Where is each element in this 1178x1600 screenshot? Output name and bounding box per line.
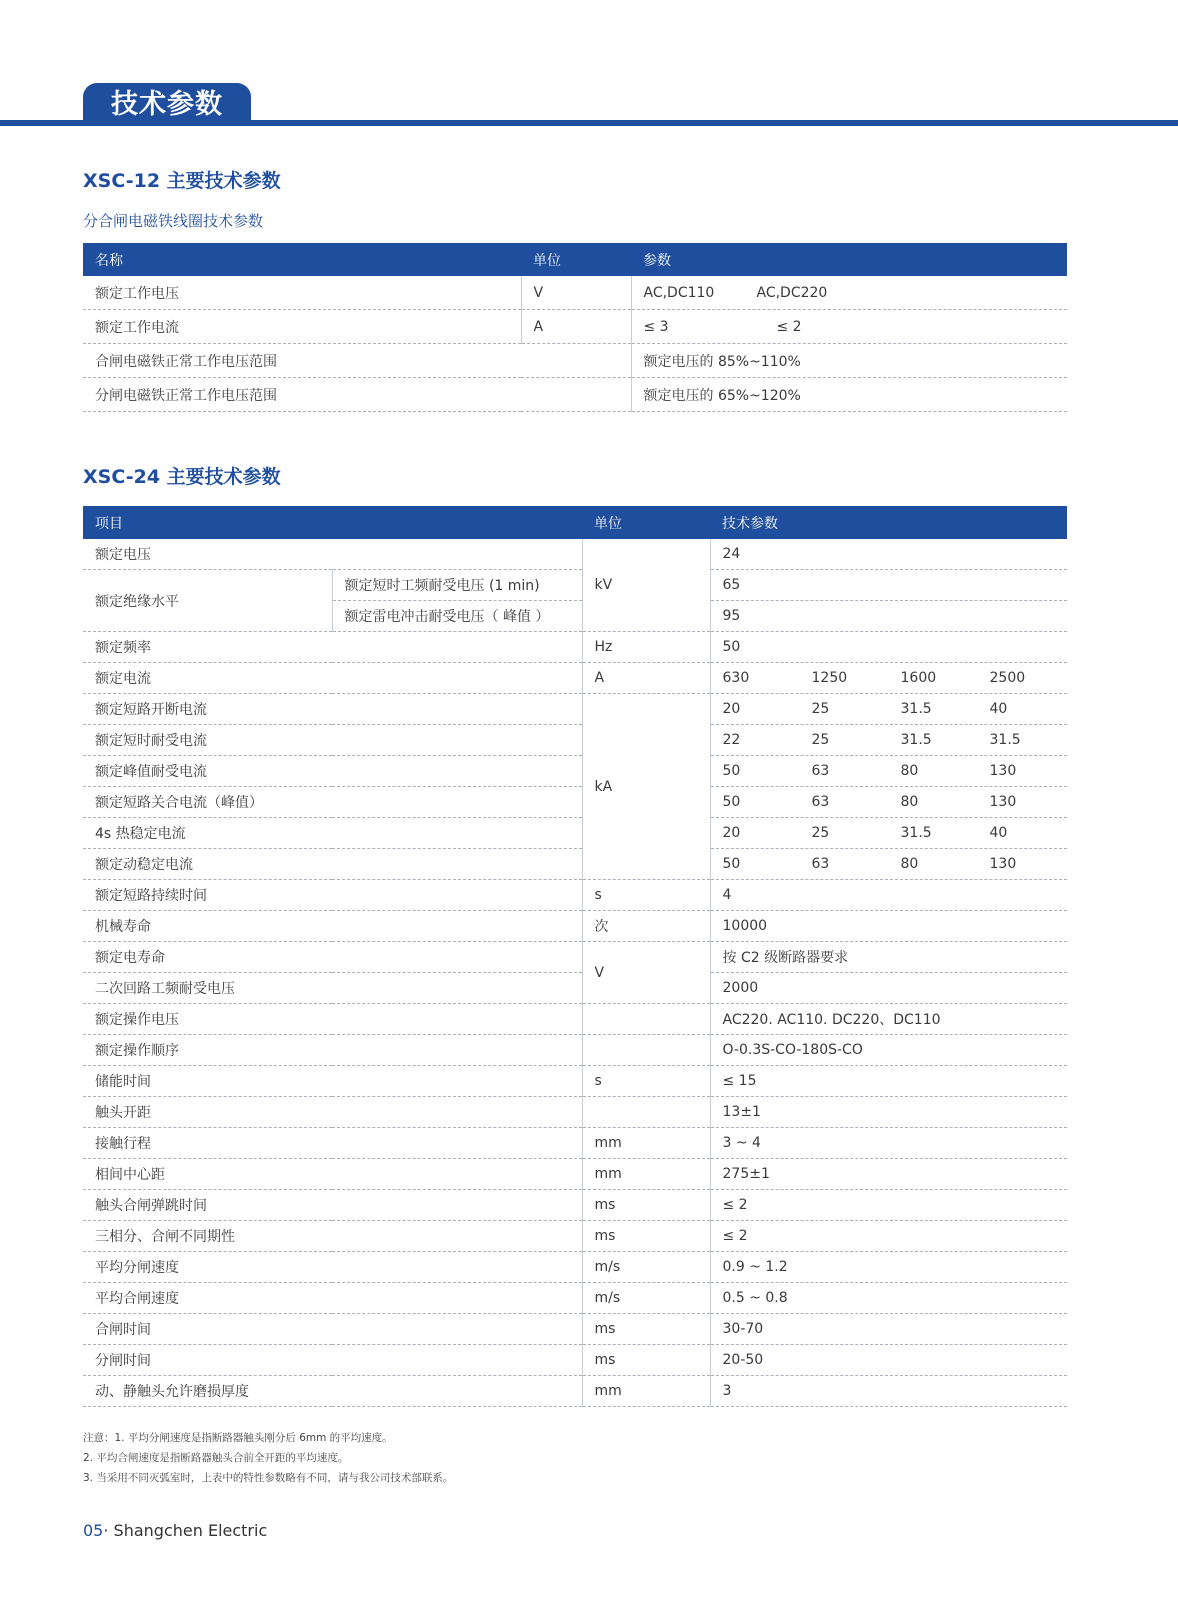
row-name: 三相分、合闸不同期性 [83,1221,582,1252]
row-value: O-0.3S-CO-180S-CO [710,1035,1067,1066]
header-cell: 单位 [521,243,631,276]
company-name: Shangchen Electric [113,1521,268,1540]
xsc24-table [83,506,1067,1407]
table-row [83,849,1067,880]
row-unit: A [521,310,631,344]
row-name: 额定短时耐受电流 [83,725,582,756]
row-name: 合闸时间 [83,1314,582,1345]
xsc24-title: XSC-24 主要技术参数 [83,466,281,488]
row-value: 按 C2 级断路器要求 [710,942,1067,973]
value-cell: 1250 [811,670,848,686]
page-footer [83,1521,267,1540]
value-cell: 80 [900,794,919,810]
row-values [710,787,1067,818]
table-row [83,344,1067,378]
table-row [83,378,1067,412]
value-cell: 31.5 [900,825,932,841]
table-row [83,694,1067,725]
row-name: 额定峰值耐受电流 [83,756,582,787]
row-value: 10000 [710,911,1067,942]
table-row [83,1159,1067,1190]
value-cell: 25 [811,732,830,748]
row-name: 额定电寿命 [83,942,582,973]
row-value: 2000 [710,973,1067,1004]
row-value [631,310,1067,344]
row-value: 0.9 ~ 1.2 [710,1252,1067,1283]
row-unit: ms [582,1190,710,1221]
note-line: 2. 平均合闸速度是指断路器触头合前全开距的平均速度。 [83,1452,349,1464]
row-unit: ms [582,1345,710,1376]
row-name: 额定绝缘水平 [83,570,332,632]
header-cell: 项目 [83,506,582,539]
value-cell: 80 [900,763,919,779]
row-value: 0.5 ~ 0.8 [710,1283,1067,1314]
row-name: 额定操作电压 [83,1004,582,1035]
table-row [83,1376,1067,1407]
row-value: 20-50 [710,1345,1067,1376]
value-cell: 31.5 [900,732,932,748]
row-name: 额定频率 [83,632,582,663]
row-name: 平均分闸速度 [83,1252,582,1283]
row-name: 额定工作电流 [83,310,521,344]
value-cell: 22 [722,732,741,748]
notes [83,1428,453,1488]
value-2: ≤ 2 [776,318,802,335]
row-name: 4s 热稳定电流 [83,818,582,849]
value-cell: 31.5 [900,701,932,717]
row-value: ≤ 2 [710,1221,1067,1252]
table-row [83,1190,1067,1221]
row-value: ≤ 15 [710,1066,1067,1097]
row-name: 触头开距 [83,1097,582,1128]
row-value: 275±1 [710,1159,1067,1190]
row-name: 分闸电磁铁正常工作电压范围 [83,378,631,412]
row-unit: ms [582,1221,710,1252]
row-name: 机械寿命 [83,911,582,942]
row-value: 3 [710,1376,1067,1407]
value-1: ≤ 3 [643,318,669,335]
row-unit: V [521,276,631,310]
row-name: 额定短路开断电流 [83,694,582,725]
row-unit: kV [582,539,710,632]
row-unit: ms [582,1314,710,1345]
row-value: 13±1 [710,1097,1067,1128]
row-values [710,849,1067,880]
value-1: AC,DC110 [643,284,715,301]
value-cell: 130 [989,763,1017,779]
value-cell: 63 [811,794,830,810]
row-name: 额定动稳定电流 [83,849,582,880]
table-row [83,1314,1067,1345]
row-value: 3 ~ 4 [710,1128,1067,1159]
value-cell: 50 [722,794,741,810]
row-value: 24 [710,539,1067,570]
row-unit: mm [582,1159,710,1190]
row-value: 65 [710,570,1067,601]
row-name: 额定短路关合电流（峰值） [83,787,582,818]
row-name: 额定操作顺序 [83,1035,582,1066]
table-row [83,880,1067,911]
table-header-row [83,506,1067,539]
table-row [83,818,1067,849]
row-unit: 次 [582,911,710,942]
header-cell: 名称 [83,243,521,276]
xsc12-subtitle: 分合闸电磁铁线圈技术参数 [83,212,264,230]
page-number: 05 [83,1521,104,1540]
value-cell: 50 [722,856,741,872]
row-unit: m/s [582,1252,710,1283]
value-2: AC,DC220 [756,284,828,301]
table-header-row [83,243,1067,276]
row-name: 额定电流 [83,663,582,694]
row-unit: s [582,880,710,911]
table-row [83,787,1067,818]
header-cell: 技术参数 [710,506,1067,539]
row-unit [582,1004,710,1035]
table-row [83,632,1067,663]
row-unit: m/s [582,1283,710,1314]
value-cell: 31.5 [989,732,1021,748]
header-cell: 参数 [631,243,1067,276]
value-cell: 50 [722,763,741,779]
value-cell: 130 [989,794,1017,810]
row-value: AC220. AC110. DC220、DC110 [710,1004,1067,1035]
note-line: 注意：1. 平均分闸速度是指断路器触头刚分后 6mm 的平均速度。 [83,1432,393,1444]
value-cell: 25 [811,825,830,841]
row-name: 额定工作电压 [83,276,521,310]
xsc12-table [83,243,1067,412]
value-cell: 25 [811,701,830,717]
row-unit: Hz [582,632,710,663]
header-cell: 单位 [582,506,710,539]
table-row [83,1221,1067,1252]
row-name: 接触行程 [83,1128,582,1159]
value-cell: 130 [989,856,1017,872]
row-value: 95 [710,601,1067,632]
note-line: 3. 当采用不同灭弧室时，上表中的特性参数略有不同，请与我公司技术部联系。 [83,1472,454,1484]
row-values [710,725,1067,756]
row-name: 触头合闸弹跳时间 [83,1190,582,1221]
table-row [83,756,1067,787]
value-cell: 63 [811,856,830,872]
table-row [83,725,1067,756]
row-name: 动、静触头允许磨损厚度 [83,1376,582,1407]
row-unit: mm [582,1376,710,1407]
table-row [83,1004,1067,1035]
value-cell: 63 [811,763,830,779]
value-cell: 1600 [900,670,937,686]
row-values [710,663,1067,694]
row-value: 额定电压的 65%~120% [631,378,1067,412]
table-row [83,1097,1067,1128]
row-value: 30-70 [710,1314,1067,1345]
table-row [83,1035,1067,1066]
row-name: 合闸电磁铁正常工作电压范围 [83,344,631,378]
row-unit: kA [582,694,710,880]
value-cell: 2500 [989,670,1026,686]
table-row [83,276,1067,310]
table-row [83,1283,1067,1314]
table-row [83,1345,1067,1376]
row-subname: 额定雷电冲击耐受电压（ 峰值 ） [332,601,582,632]
table-row [83,942,1067,973]
row-unit [582,1097,710,1128]
table-row [83,570,1067,601]
row-name: 储能时间 [83,1066,582,1097]
row-unit [582,1035,710,1066]
row-unit: A [582,663,710,694]
row-subname: 额定短时工频耐受电压 (1 min) [332,570,582,601]
table-row [83,911,1067,942]
table-row [83,539,1067,570]
value-cell: 80 [900,856,919,872]
row-name: 额定电压 [83,539,582,570]
section-tab: 技术参数 [83,83,251,126]
row-name: 平均合闸速度 [83,1283,582,1314]
row-value: 50 [710,632,1067,663]
row-values [710,818,1067,849]
row-values [710,694,1067,725]
footer-separator: · [103,1521,109,1540]
row-value: ≤ 2 [710,1190,1067,1221]
row-name: 相间中心距 [83,1159,582,1190]
table-row [83,310,1067,344]
value-cell: 20 [722,825,741,841]
row-value: 额定电压的 85%~110% [631,344,1067,378]
xsc12-title: XSC-12 主要技术参数 [83,170,281,192]
value-cell: 20 [722,701,741,717]
row-value [631,276,1067,310]
value-cell: 630 [722,670,750,686]
value-cell: 40 [989,701,1008,717]
table-row [83,1252,1067,1283]
table-row [83,663,1067,694]
row-name: 额定短路持续时间 [83,880,582,911]
row-unit: mm [582,1128,710,1159]
row-value: 4 [710,880,1067,911]
table-row [83,1066,1067,1097]
table-row [83,1128,1067,1159]
row-name: 二次回路工频耐受电压 [83,973,582,1004]
row-unit: s [582,1066,710,1097]
table-row [83,973,1067,1004]
row-values [710,756,1067,787]
row-name: 分闸时间 [83,1345,582,1376]
row-unit: V [582,942,710,1004]
value-cell: 40 [989,825,1008,841]
